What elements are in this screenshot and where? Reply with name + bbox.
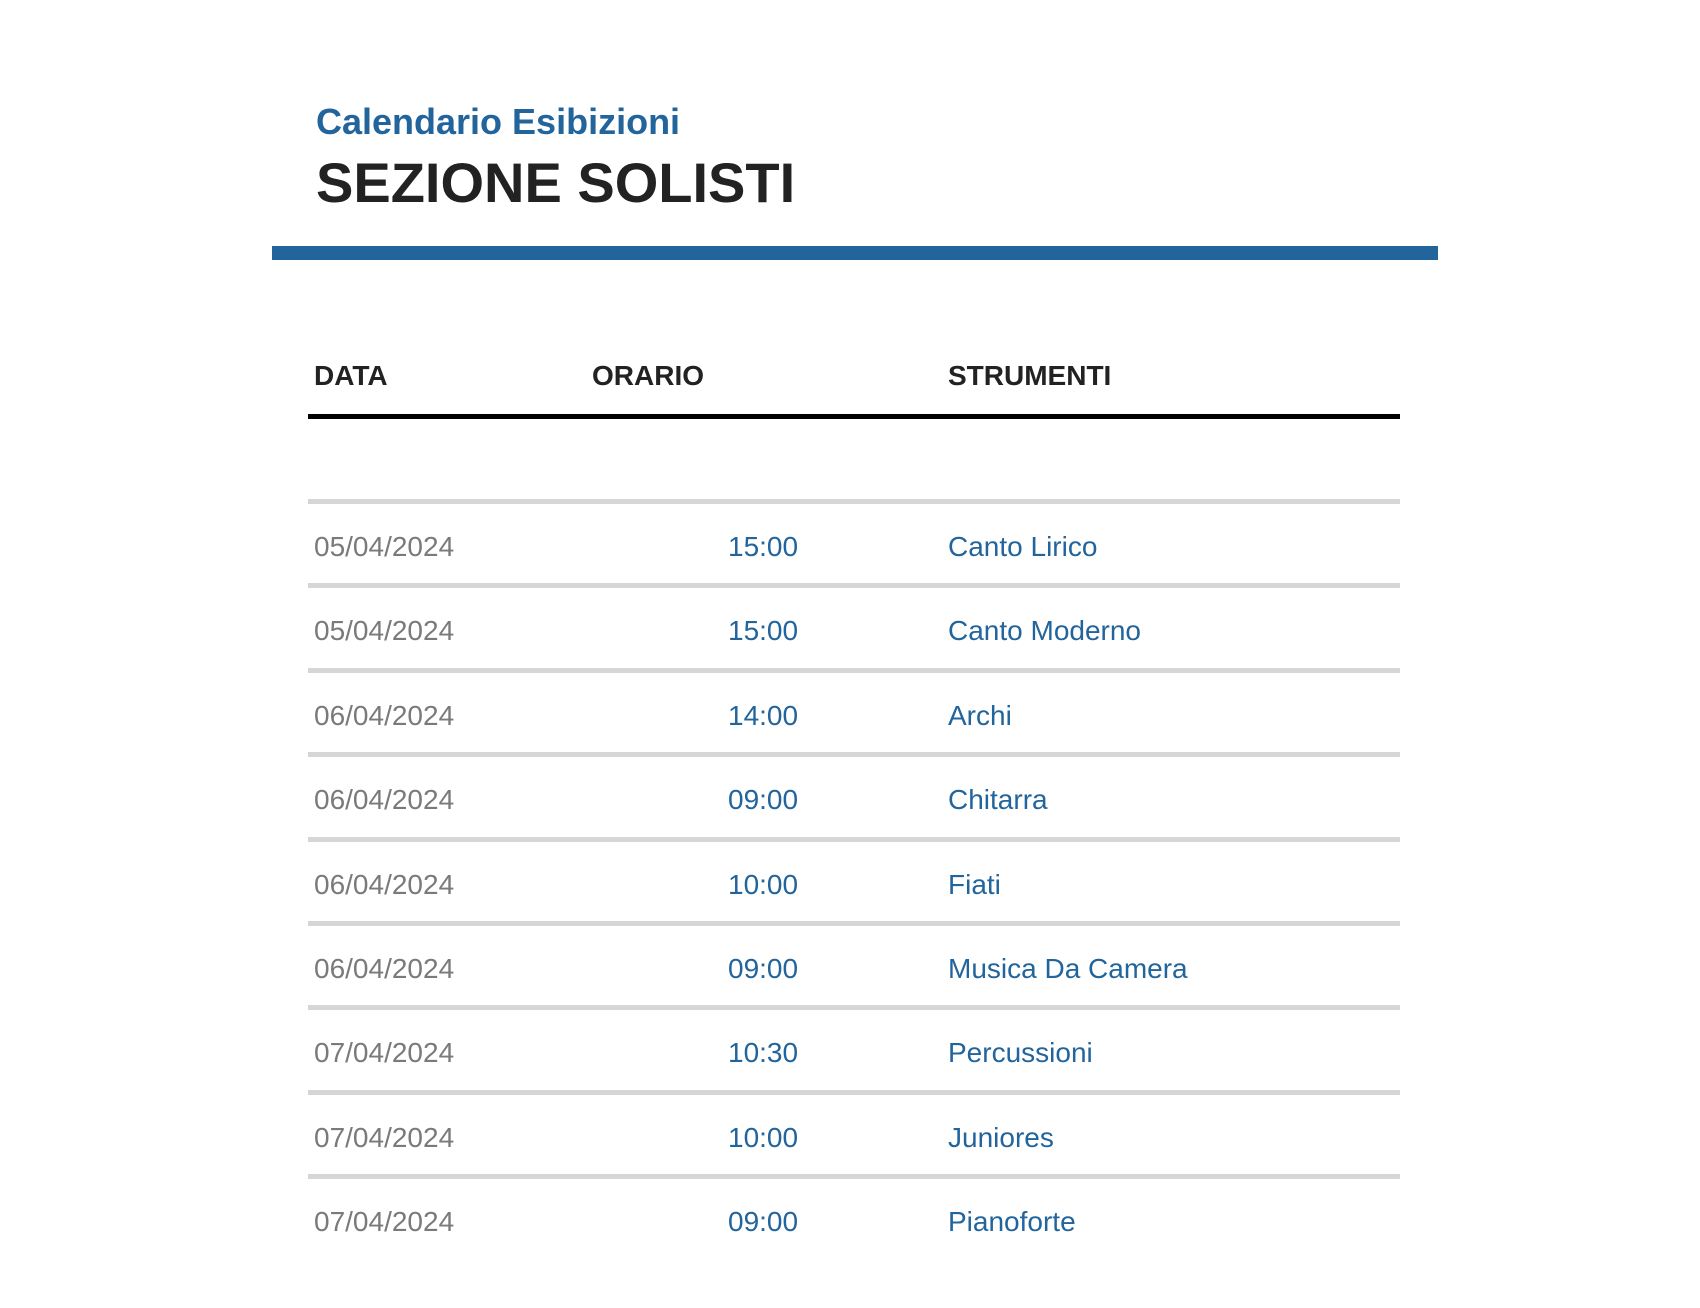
table-row xyxy=(308,668,1400,752)
header-divider xyxy=(308,414,1400,419)
row-date: 06/04/2024 xyxy=(314,868,455,900)
row-date: 05/04/2024 xyxy=(314,531,455,562)
table-row xyxy=(308,1174,1400,1258)
row-date: 06/04/2024 xyxy=(314,699,455,731)
row-instrument: Musica Da Camera xyxy=(948,952,1188,984)
column-header-time: ORARIO xyxy=(592,360,704,391)
row-date: 05/04/2024 xyxy=(314,615,455,647)
row-date: 07/04/2024 xyxy=(314,1121,455,1153)
schedule-table xyxy=(308,352,1400,1238)
row-instrument: Chitarra xyxy=(948,784,1048,816)
row-date: 06/04/2024 xyxy=(314,952,455,984)
table-row xyxy=(308,499,1400,583)
row-instrument: Fiati xyxy=(948,868,1001,900)
table-row xyxy=(308,921,1400,1005)
table-row xyxy=(308,837,1400,921)
row-instrument: Percussioni xyxy=(948,1037,1093,1069)
column-header-instruments: STRUMENTI xyxy=(948,360,1112,391)
table-row xyxy=(308,1090,1400,1174)
row-time: 14:00 xyxy=(728,699,799,731)
table-header xyxy=(308,352,1400,414)
row-time: 10:00 xyxy=(728,1121,799,1153)
document-subtitle: Calendario Esibizioni xyxy=(316,101,681,142)
row-time: 15:00 xyxy=(728,615,799,647)
title-divider xyxy=(272,246,1438,260)
row-time: 15:00 xyxy=(728,531,799,562)
row-instrument: Pianoforte xyxy=(948,1206,1076,1238)
row-instrument: Canto Lirico xyxy=(948,531,1098,562)
row-time: 09:00 xyxy=(728,784,799,816)
row-date: 06/04/2024 xyxy=(314,784,455,816)
row-instrument: Juniores xyxy=(948,1121,1054,1153)
row-time: 09:00 xyxy=(728,952,799,984)
document-title: SEZIONE SOLISTI xyxy=(316,151,796,214)
row-time: 10:00 xyxy=(728,868,799,900)
row-instrument: Canto Moderno xyxy=(948,615,1142,647)
row-instrument: Archi xyxy=(948,699,1012,731)
row-date: 07/04/2024 xyxy=(314,1037,455,1069)
table-row xyxy=(308,583,1400,667)
table-body xyxy=(308,499,1400,1259)
table-row xyxy=(308,1005,1400,1089)
column-header-date: DATA xyxy=(314,360,388,391)
row-time: 09:00 xyxy=(728,1206,799,1238)
row-time: 10:30 xyxy=(728,1037,799,1069)
row-date: 07/04/2024 xyxy=(314,1206,455,1238)
table-row xyxy=(308,752,1400,836)
